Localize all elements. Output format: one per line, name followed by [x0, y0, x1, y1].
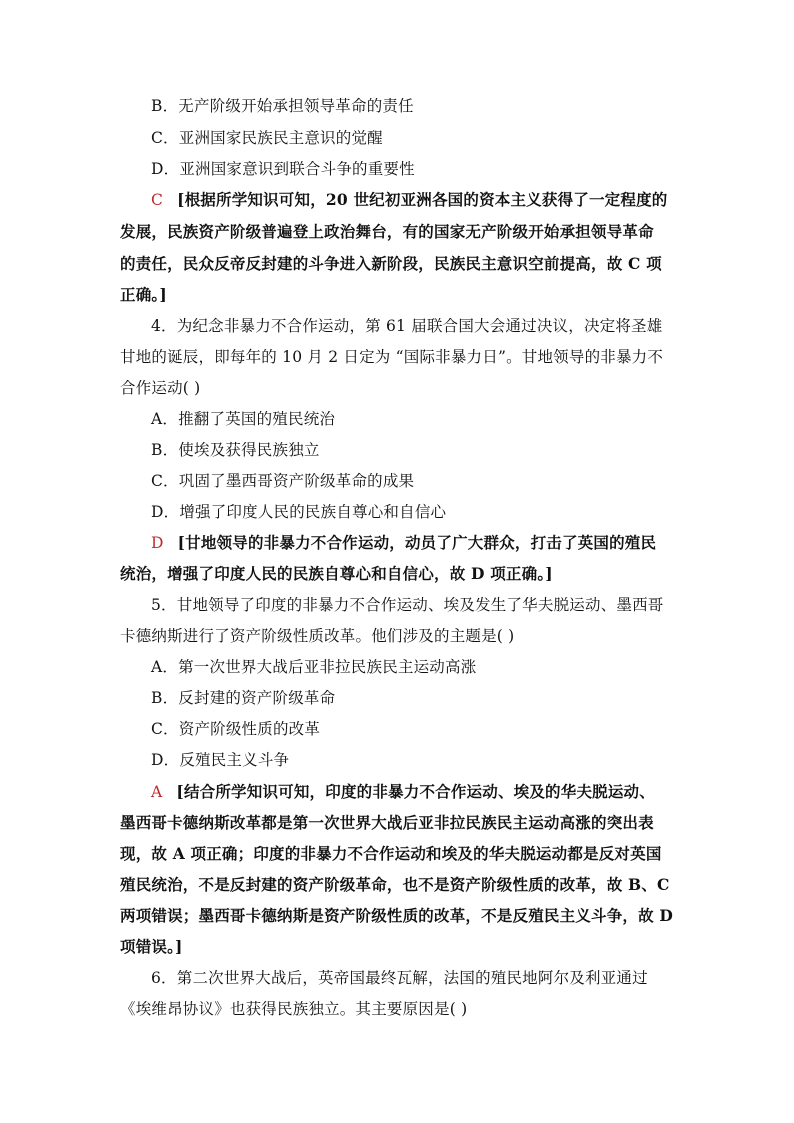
q3-explanation-3: 的责任，民众反帝反封建的斗争进入新阶段，民族民主意识空前提高，故 C 项	[120, 254, 662, 273]
q4-option-b: B．使埃及获得民族独立	[151, 441, 320, 459]
q5-answer-letter: A	[151, 783, 163, 801]
q5-explanation-1: [结合所学知识可知，印度的非暴力不合作运动、埃及的华夫脱运动、	[176, 782, 655, 801]
q3-explanation-4: 正确。]	[120, 285, 167, 304]
q3-explanation-1: [根据所学知识可知，20 世纪初亚洲各国的资本主义获得了一定程度的	[177, 190, 668, 209]
q5-explanation-5: 两项错误；墨西哥卡德纳斯是资产阶级性质的改革，不是反殖民主义斗争，故 D	[120, 906, 674, 925]
q6-stem-1: 6．第二次世界大战后，英帝国最终瓦解，法国的殖民地阿尔及利亚通过	[151, 969, 648, 987]
q4-answer-letter: D	[151, 534, 164, 552]
q4-stem-2: 甘地的诞辰，即每年的 10 月 2 日定为 “国际非暴力日”。甘地领导的非暴力不	[120, 348, 664, 366]
q5-explanation-6: 项错误。]	[120, 937, 183, 956]
q5-explanation-3: 现，故 A 项正确；印度的非暴力不合作运动和埃及的华夫脱运动都是反对英国	[120, 844, 662, 863]
q5-answer-line	[151, 782, 711, 802]
q4-answer-line	[151, 533, 711, 553]
q5-stem-2: 卡德纳斯进行了资产阶级性质改革。他们涉及的主题是( )	[120, 627, 515, 645]
q5-stem-1: 5．甘地领导了印度的非暴力不合作运动、埃及发生了华夫脱运动、墨西哥	[151, 596, 664, 614]
q4-option-c: C．巩固了墨西哥资产阶级革命的成果	[151, 472, 415, 490]
q4-option-d: D．增强了印度人民的民族自尊心和自信心	[151, 503, 447, 521]
q4-stem-3: 合作运动( )	[120, 379, 201, 397]
q3-answer-line	[151, 190, 711, 210]
q5-explanation-4: 殖民统治，不是反封建的资产阶级革命，也不是资产阶级性质的改革，故 B、C	[120, 875, 670, 894]
q5-option-c: C．资产阶级性质的改革	[151, 720, 321, 738]
q6-stem-2: 《埃维昂协议》也获得民族独立。其主要原因是( )	[120, 1000, 468, 1018]
q4-explanation-2: 统治，增强了印度人民的民族自尊心和自信心，故 D 项正确。]	[120, 564, 553, 583]
q3-answer-letter: C	[151, 191, 164, 209]
q3-explanation-2: 发展，民族资产阶级普遍登上政治舞台，有的国家无产阶级开始承担领导革命	[120, 222, 654, 241]
q3-option-c: C．亚洲国家民族民主意识的觉醒	[151, 129, 383, 147]
q5-option-b: B．反封建的资产阶级革命	[151, 689, 336, 707]
q4-option-a: A．推翻了英国的殖民统治	[151, 410, 336, 428]
q3-option-b: B．无产阶级开始承担领导革命的责任	[151, 97, 414, 115]
q4-stem-1: 4．为纪念非暴力不合作运动，第 61 届联合国大会通过决议，决定将圣雄	[151, 317, 663, 335]
q3-option-d: D．亚洲国家意识到联合斗争的重要性	[151, 160, 415, 178]
q5-option-a: A．第一次世界大战后亚非拉民族民主运动高涨	[151, 658, 477, 676]
q5-explanation-2: 墨西哥卡德纳斯改革都是第一次世界大战后亚非拉民族民主运动高涨的突出表	[120, 813, 654, 832]
q5-option-d: D．反殖民主义斗争	[151, 751, 290, 769]
q4-explanation-1: [甘地领导的非暴力不合作运动，动员了广大群众，打击了英国的殖民	[177, 533, 657, 552]
